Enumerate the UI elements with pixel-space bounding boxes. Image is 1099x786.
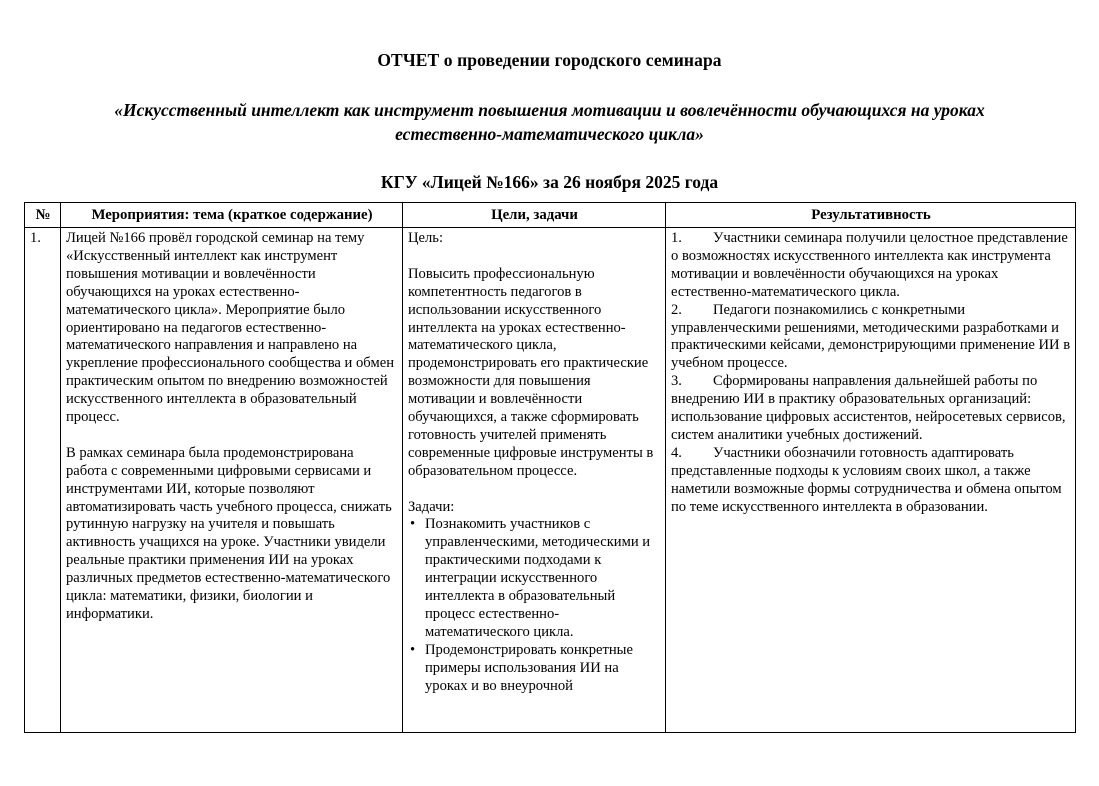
table-body	[25, 228, 1076, 733]
cell-results	[666, 228, 1076, 733]
result-item-text: Участники обозначили готовность адаптировать представленные подходы к условиям своих школ, а также наметили возможные формы сотрудничества и обмена опытом по теме искусственного интеллекта в образовании.	[671, 444, 1062, 515]
events-paragraph-1: Лицей №166 провёл городской семинар на тему «Искусственный интеллект как инструмент повышения мотивации и вовлечённости обучающихся на уроках естественно-математического цикла». Мероприятие было ориентировано на педагогов естественно-математического направления и направлено на укрепление профессионального сообщества и обмен практическим опытом по внедрению возможностей искусственного интеллекта в образовательный процесс.	[66, 230, 395, 426]
tasks-label: Задачи:	[408, 498, 455, 515]
goal-text: Повысить профессиональную компетентность педагогов в использовании искусственного интеллекта на уроках естественно-математического цикла, продемонстрировать его практические возможности для повышения мотивации и вовлечённости обучающихся, а также сформировать готовность учителей применять современные цифровые инструменты в образовательном процессе.	[408, 265, 654, 479]
list-item	[671, 230, 1071, 302]
result-item-text: Сформированы направления дальнейшей работы по внедрению ИИ в практику образовательных организаций: использование цифровых ассистентов, нейросетевых сервисов, систем аналитики учебных достижений.	[671, 373, 1066, 443]
list-item: • Познакомить участников с управленческими, методическими и практическими подходами к интеграции искусственного интеллекта в образовательный процесс естественно-математического цикла.	[408, 516, 661, 641]
tasks-list	[408, 516, 661, 695]
result-item-text: Участники семинара получили целостное представление о возможностях искусственного интеллекта как инструмента мотивации и вовлечённости обучающихся на уроках естественно-математического цикла.	[671, 230, 1068, 300]
seminar-theme-title: «Искусственный интеллект как инструмент повышения мотивации и вовлечённости обучающихся на уроках естественно-математического цикла»	[114, 100, 985, 144]
events-paragraph-2: В рамках семинара была продемонстрирована работа с современными цифровыми сервисами и инструментами ИИ, которые позволяют автоматизировать часть учебного процесса, снижать рутинную нагрузку на учителя и повышать активность учащихся на уроке. Участники увидели реальные практики применения ИИ на уроках различных предметов естественно-математического цикла: математики, физики, биологии и информатики.	[66, 444, 392, 623]
column-header-number: №	[25, 203, 61, 228]
result-item-number: 1.	[671, 230, 682, 246]
table-header-row	[25, 203, 1076, 228]
paragraph-spacer	[66, 427, 398, 445]
list-item	[671, 373, 1071, 445]
table-header	[25, 203, 1076, 228]
paragraph-spacer	[408, 481, 661, 499]
cell-goals	[403, 228, 666, 733]
result-item-number: 4.	[671, 444, 682, 461]
result-item-number: 2.	[671, 301, 682, 318]
cell-events	[61, 228, 403, 733]
column-header-results: Результативность	[666, 203, 1076, 228]
result-item-number: 3.	[671, 373, 682, 390]
document-headings	[0, 0, 1099, 192]
result-item-text: Педагоги познакомились с конкретными управленческими решениями, методическими разработками и практическими кейсами, демонстрирующими применение ИИ в учебном процессе.	[671, 301, 1071, 372]
list-item	[671, 445, 1071, 517]
goal-label: Цель:	[408, 230, 444, 246]
table-row	[25, 228, 1076, 733]
column-header-events: Мероприятия: тема (краткое содержание)	[61, 203, 403, 228]
organization-date-subtitle: КГУ «Лицей №166» за 26 ноября 2025 года	[380, 172, 719, 192]
page-title: ОТЧЕТ о проведении городского семинара	[377, 50, 722, 70]
list-item: • Продемонстрировать конкретные примеры использования ИИ на уроках и во внеурочной	[408, 642, 661, 696]
cell-row-number: 1.	[25, 228, 61, 733]
paragraph-spacer	[408, 248, 661, 266]
list-item	[671, 302, 1071, 374]
report-table	[24, 202, 1076, 733]
column-header-goals: Цели, задачи	[403, 203, 666, 228]
